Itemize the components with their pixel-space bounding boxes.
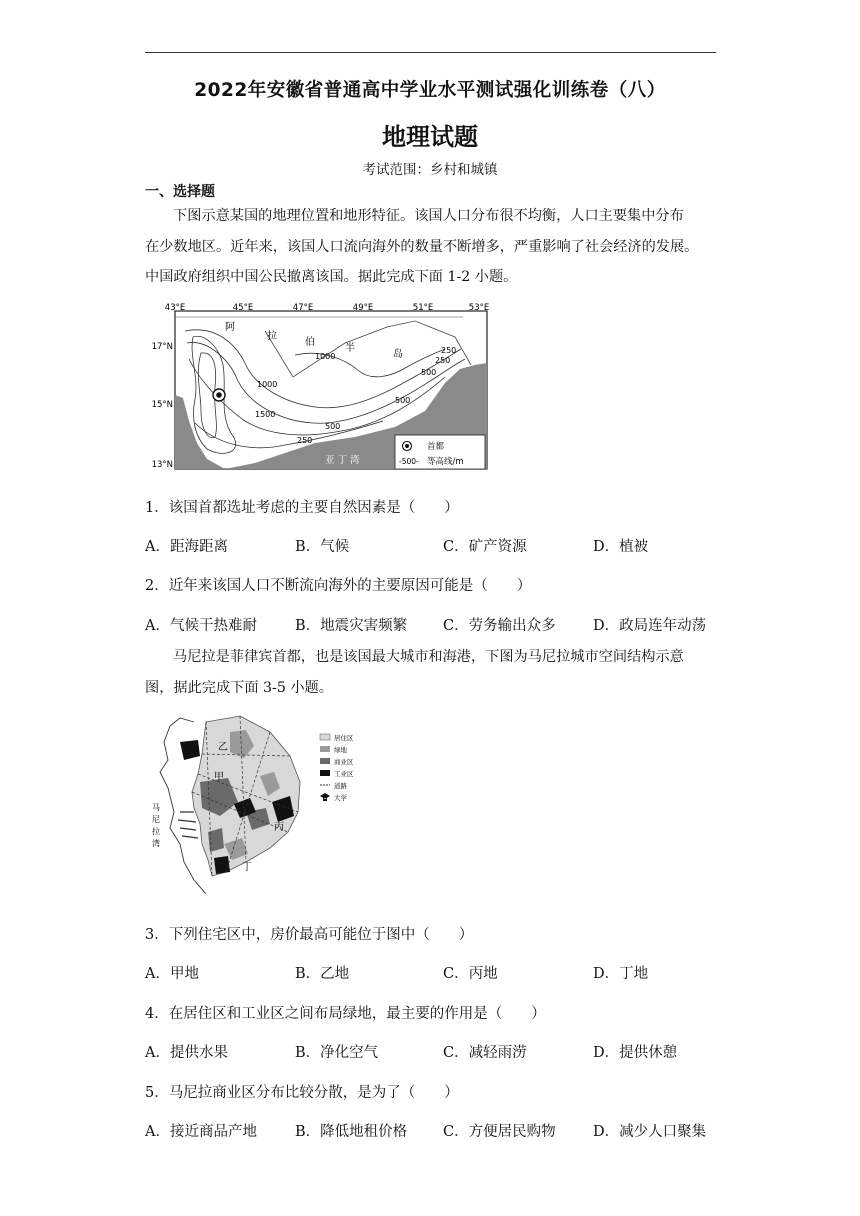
legend-industrial-swatch bbox=[320, 770, 330, 776]
legend-residential-swatch bbox=[320, 734, 330, 740]
passage-1-line: 中国政府组织中国公民撤离该国。据此完成下面 1-2 小题。 bbox=[145, 269, 518, 285]
contour-label: 250 bbox=[435, 356, 451, 365]
passage-1-line: 在少数地区。近年来，该国人口流向海外的数量不断增多，严重影响了社会经济的发展。 bbox=[145, 238, 699, 255]
region-label: 伯 bbox=[305, 337, 315, 348]
question-1-stem: 1．该国首都选址考虑的主要自然因素是（ ） bbox=[145, 500, 459, 516]
option-b[interactable]: B．乙地 bbox=[295, 966, 350, 982]
legend-university: 大学 bbox=[334, 794, 347, 802]
bay-label: 拉 bbox=[152, 827, 160, 836]
legend-green: 绿地 bbox=[334, 746, 347, 754]
option-b[interactable]: B．气候 bbox=[295, 539, 350, 555]
legend-commercial: 商业区 bbox=[334, 758, 354, 766]
lon-label: 45°E bbox=[232, 303, 254, 313]
lat-label: 15°N bbox=[151, 400, 173, 410]
contour-label: 250 bbox=[297, 436, 313, 445]
pier bbox=[178, 812, 198, 838]
legend-green-swatch bbox=[320, 746, 330, 752]
lat-label: 17°N bbox=[151, 342, 173, 352]
legend-contour-sample: -500- bbox=[399, 457, 419, 466]
exam-subtitle: 地理试题 bbox=[382, 123, 478, 151]
bay-label: 马 bbox=[152, 803, 160, 812]
place-label-bing: 丙 bbox=[274, 822, 284, 833]
contour-label: 1000 bbox=[257, 380, 278, 389]
exam-title: 2022年安徽省普通高中学业水平测试强化训练卷（八） bbox=[194, 80, 666, 101]
option-c[interactable]: C．方便居民购物 bbox=[443, 1124, 556, 1140]
region-label: 岛 bbox=[393, 349, 403, 360]
industrial-area bbox=[214, 856, 230, 874]
lon-label: 49°E bbox=[352, 303, 374, 313]
option-a[interactable]: A．距海距离 bbox=[145, 539, 228, 555]
commercial-area bbox=[208, 828, 224, 852]
topographic-map bbox=[145, 303, 495, 475]
contour-label: 250 bbox=[441, 346, 457, 355]
option-c[interactable]: C．劳务输出众多 bbox=[443, 618, 556, 634]
contour-label: 1000 bbox=[315, 352, 336, 361]
option-a[interactable]: A．接近商品产地 bbox=[145, 1124, 257, 1140]
option-a[interactable]: A．甲地 bbox=[145, 966, 199, 982]
bay-label: 湾 bbox=[152, 839, 160, 848]
option-d[interactable]: D．提供休憩 bbox=[593, 1045, 678, 1061]
lat-label: 13°N bbox=[151, 460, 173, 470]
university-icon bbox=[320, 793, 330, 801]
contour-label: 500 bbox=[421, 368, 437, 377]
legend-industrial: 工业区 bbox=[334, 770, 354, 778]
option-c[interactable]: C．丙地 bbox=[443, 966, 498, 982]
region-label: 拉 bbox=[267, 331, 277, 342]
question-4-stem: 4．在居住区和工业区之间布局绿地，最主要的作用是（ ） bbox=[145, 1006, 546, 1022]
lon-label: 47°E bbox=[292, 303, 314, 313]
region-label: 阿 bbox=[225, 322, 235, 333]
passage-1-line: 下图示意某国的地理位置和地形特征。该国人口分布很不均衡，人口主要集中分布 bbox=[173, 208, 684, 224]
header-rule bbox=[145, 52, 716, 53]
sea-label: 亚 丁 湾 bbox=[325, 455, 360, 466]
option-b[interactable]: B．净化空气 bbox=[295, 1045, 379, 1061]
exam-scope: 考试范围：乡村和城镇 bbox=[362, 162, 498, 178]
region-label: 半 bbox=[345, 343, 355, 354]
question-2-stem: 2．近年来该国人口不断流向海外的主要原因可能是（ ） bbox=[145, 578, 532, 594]
section-heading: 一、选择题 bbox=[145, 184, 215, 200]
place-label-jia: 甲 bbox=[214, 772, 224, 783]
option-b[interactable]: B．降低地租价格 bbox=[295, 1124, 408, 1140]
legend-commercial-swatch bbox=[320, 758, 330, 764]
contour-label: 500 bbox=[325, 422, 341, 431]
option-a[interactable]: A．提供水果 bbox=[145, 1045, 228, 1061]
question-5-stem: 5．马尼拉商业区分布比较分散，是为了（ ） bbox=[145, 1085, 459, 1101]
lon-label: 51°E bbox=[412, 303, 434, 313]
legend-capital: 首都 bbox=[427, 442, 445, 452]
legend-contour: 等高线/m bbox=[427, 457, 464, 467]
option-d[interactable]: D．减少人口聚集 bbox=[593, 1124, 707, 1140]
passage-2 bbox=[145, 642, 717, 703]
option-d[interactable]: D．丁地 bbox=[593, 966, 649, 982]
passage-1 bbox=[145, 201, 717, 293]
contour-label: 1500 bbox=[255, 410, 276, 419]
option-a[interactable]: A．气候干热难耐 bbox=[145, 618, 257, 634]
question-3-stem: 3．下列住宅区中，房价最高可能位于图中（ ） bbox=[145, 927, 474, 943]
contour-label: 500 bbox=[395, 396, 411, 405]
option-d[interactable]: D．政局连年动荡 bbox=[593, 618, 707, 634]
option-d[interactable]: D．植被 bbox=[593, 539, 649, 555]
industrial-area bbox=[180, 740, 200, 760]
place-label-ding: 丁 bbox=[242, 862, 252, 873]
option-c[interactable]: C．矿产资源 bbox=[443, 539, 527, 555]
legend-road: 道路 bbox=[334, 782, 347, 790]
option-b[interactable]: B．地震灾害频繁 bbox=[295, 618, 408, 634]
option-c[interactable]: C．减轻雨涝 bbox=[443, 1045, 527, 1061]
bay-label: 尼 bbox=[152, 815, 160, 824]
place-label-yi: 乙 bbox=[218, 742, 228, 753]
lon-label: 43°E bbox=[164, 303, 186, 313]
lon-label: 53°E bbox=[468, 303, 490, 313]
legend-residential: 居住区 bbox=[334, 734, 354, 742]
manila-map bbox=[150, 712, 370, 900]
passage-2-line: 图，据此完成下面 3-5 小题。 bbox=[145, 679, 333, 696]
passage-2-line: 马尼拉是菲律宾首都，也是该国最大城市和海港，下图为马尼拉城市空间结构示意 bbox=[173, 649, 684, 665]
